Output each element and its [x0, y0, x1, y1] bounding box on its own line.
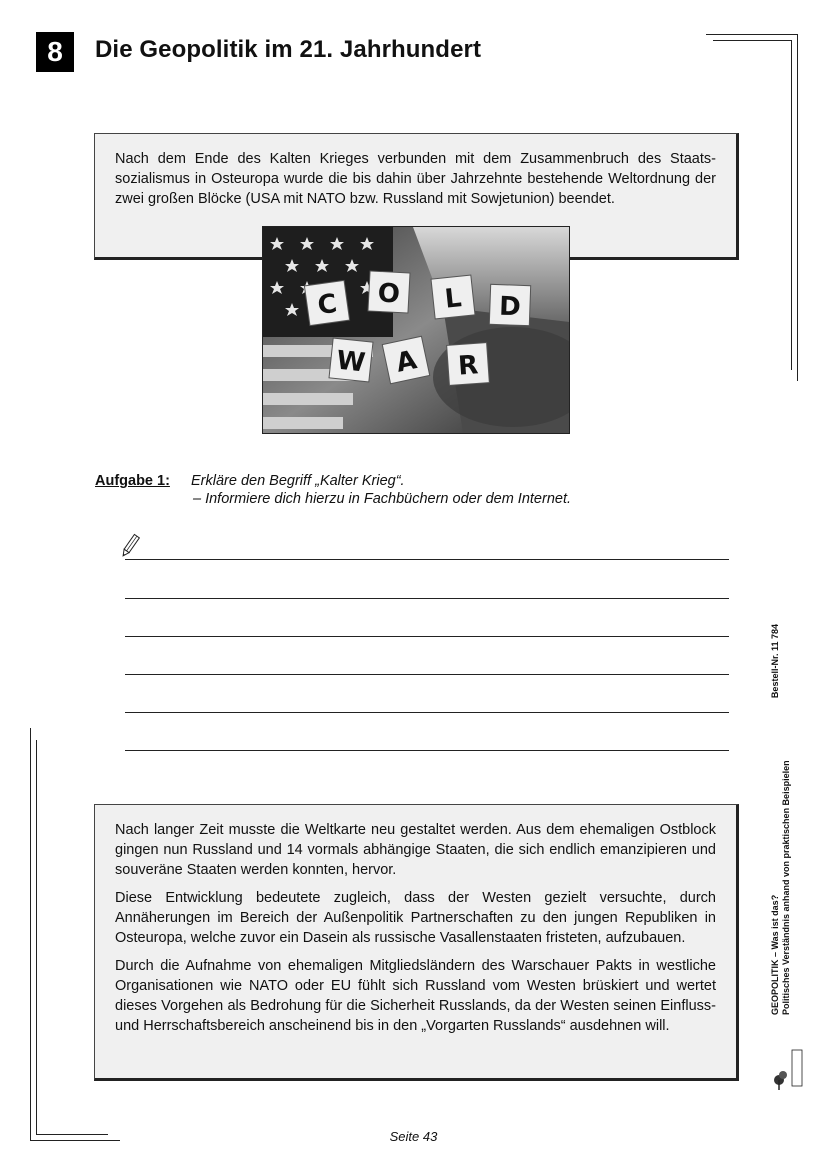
frame-line: [706, 34, 797, 35]
task-hint: – Informiere dich hierzu in Fachbüchern oder dem Internet.: [193, 491, 572, 507]
answer-line[interactable]: [125, 598, 729, 599]
sidebar-subtitle: Politisches Verständnis anhand von praktischen Beispielen: [781, 760, 791, 1015]
frame-line: [797, 34, 798, 381]
page-title: Die Geopolitik im 21. Jahrhundert: [95, 36, 482, 63]
info-paragraph: Nach langer Zeit musste die Weltkarte neu gestaltet werden. Aus dem ehemaligen Ostblock gingen nun Russland und 14 vormals abhängige Staaten, die sich endlich emanzipieren und souveräne Staaten werden konnten, hervor.: [115, 822, 716, 878]
info-paragraph: Durch die Aufnahme von ehemaligen Mitgliedsländern des Warschauer Pakts in westliche Organisationen wie NATO oder EU fühlt sich Russland vom Westen brüskiert und wertet dieses Vorgehen als Bedrohung für die Sicherheit Russlands, da der Westen seinen Einfluss- und Herrschaftsbereich anscheinend bis in den „Vorgarten Russlands“ ausdehnen will.: [115, 958, 716, 1034]
answer-line[interactable]: [125, 559, 729, 560]
tile-letter: O: [377, 278, 401, 310]
cold-war-photo: [262, 226, 570, 434]
tile-letter: W: [334, 345, 367, 379]
info-paragraph: Diese Entwicklung bedeutete zugleich, dass der Westen gezielt versuchte, durch Annäherungen im Bereich der Außenpolitik Partnerschaften zu den jungen Republiken in Osteuropa, welche zuvor ein Dasein als russische Vasallenstaaten fristeten, aufzubauen.: [115, 890, 716, 946]
sidebar-order-number: Bestell-Nr. 11 784: [770, 624, 780, 699]
task-instruction: Erkläre den Begriff „Kalter Krieg“.: [191, 473, 405, 489]
answer-line[interactable]: [125, 712, 729, 713]
answer-line[interactable]: [125, 636, 729, 637]
frame-line: [30, 728, 31, 1140]
tile-letter: C: [315, 288, 339, 322]
task-heading: [95, 472, 405, 491]
frame-line: [713, 40, 791, 41]
page-number: Seite 43: [389, 1129, 438, 1144]
chapter-number-badge: 8: [36, 32, 74, 72]
intro-paragraph: Nach dem Ende des Kalten Krieges verbunden mit dem Zusammenbruch des Staatssozialismus in Osteuropa wurde die bis dahin über Jahrzehnte bestehende Weltordnung der zwei großen Blöcke (USA mit NATO bzw. Russland mit Sowjetunion) beendet.: [115, 151, 716, 207]
sidebar-text: [770, 620, 792, 1015]
sidebar-book-title: GEOPOLITIK – Was ist das?: [770, 894, 780, 1015]
pencil-icon: [120, 533, 140, 559]
answer-line[interactable]: [125, 674, 729, 675]
tile-letter: D: [498, 291, 522, 323]
publisher-logo: [771, 1040, 811, 1092]
tile-letter: R: [457, 350, 480, 382]
task-label: Aufgabe 1:: [95, 473, 170, 489]
info-text-box: [94, 804, 739, 1081]
tile-letter: L: [443, 283, 464, 315]
frame-line: [791, 40, 792, 370]
publisher-sidebar: [770, 620, 810, 1090]
answer-line[interactable]: [125, 750, 729, 751]
frame-line: [36, 740, 37, 1134]
tile-letter: A: [393, 345, 420, 379]
